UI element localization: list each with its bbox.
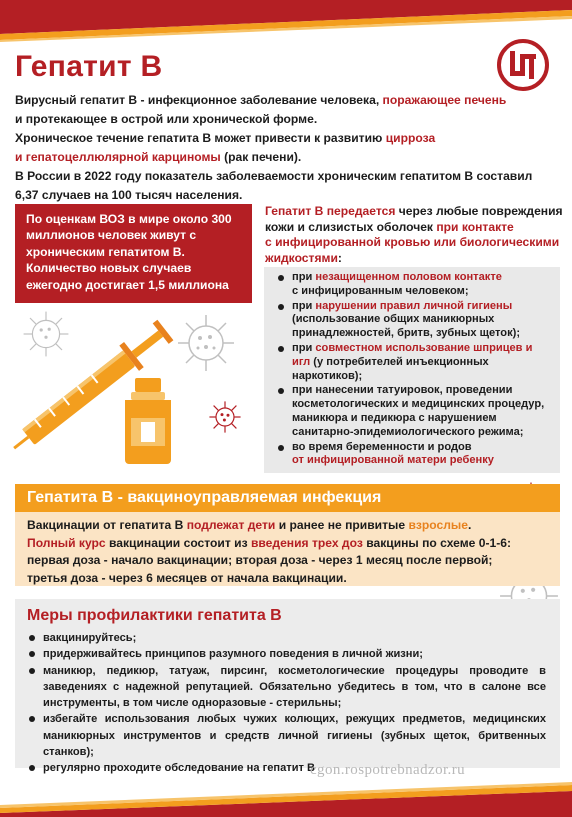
top-decorative-band: [0, 0, 572, 42]
bottom-decorative-band: [0, 771, 572, 817]
virus-icon: [22, 310, 70, 358]
list-item: при нарушении правил личной гигиены (использование общих маникюрных принадлежностей, бритв, зубных щеток);: [278, 300, 552, 341]
intro-line-4: и гепатоцеллюлярной карциномы (рак печени).: [15, 150, 302, 164]
intro-line-6: 6,37 случаев на 100 тысяч населения.: [15, 188, 243, 202]
list-item: при незащищенном половом контакте с инфицированным человеком;: [278, 271, 552, 299]
virus-icon: [176, 313, 236, 373]
vial-icon: [125, 378, 171, 464]
list-item: маникюр, педикюр, татуаж, пирсинг, косметологические процедуры проводите в заведениях с надежной репутацией. Обязательно убедитесь в том, что в салоне все инструменты, в том числе одноразовые - стерильны;: [29, 663, 546, 712]
list-item: вакцинируйтесь;: [29, 630, 546, 646]
intro-line-5: В России в 2022 году показатель заболеваемости хроническим гепатитом В составил: [15, 169, 533, 183]
website-watermark: cgon.rospotrebnadzor.ru: [310, 762, 465, 778]
vaccination-text: Вакцинации от гепатита В подлежат дети и ранее не привитые взрослые. Полный курс вакцинации состоит из введения трех доз вакцины по схеме 0-1-6: первая доза - начало вакцинации; вторая доза - через 1 месяц после первой; третья доза - через 6 месяцев от начала вакцинации.: [27, 518, 512, 585]
vaccination-heading: Гепатита В - вакциноуправляемая инфекция: [15, 484, 560, 512]
intro-line-3: Хроническое течение гепатита В может привести к развитию цирроза: [15, 131, 436, 145]
who-statistics-box: По оценкам ВОЗ в мире около 300 миллионов человек живут с хроническим гепатитом В. Количество новых случаев ежегодно достигает 1,5 миллиона: [15, 204, 252, 303]
intro-line-1: Вирусный гепатит В - инфекционное заболевание человека, поражающее печень: [15, 93, 507, 107]
page-title: Гепатит В: [15, 50, 163, 83]
virus-icon: [207, 399, 243, 435]
list-item: во время беременности и родов от инфицированной матери ребенку: [278, 441, 552, 469]
list-item: при нанесении татуировок, проведении косметологических и медицинских процедур, маникюра и педикюра с нарушением санитарно-эпидемиологического режима;: [278, 384, 552, 439]
list-item: придерживайтесь принципов разумного поведения в личной жизни;: [29, 646, 546, 662]
list-item: регулярно проходите обследование на гепатит В: [29, 760, 546, 776]
prevention-heading: Меры профилактики гепатита В: [27, 607, 282, 624]
intro-text: [15, 91, 560, 205]
transmission-routes-list: [264, 267, 560, 473]
transmission-heading: Гепатит В передается через любые повреждения кожи и слизистых оболочек при контакте с инфицированной кровью или биологическими жидкостями:: [265, 204, 563, 265]
list-item: при совместном использование шприцев и игл (у потребителей инъекционных наркотиков);: [278, 342, 552, 383]
list-item: избегайте использования любых чужих колющих, режущих предметов, медицинских маникюрных инструментов и средств личной гигиены (зубных щеток, бритвенных станков);: [29, 711, 546, 760]
vaccination-section: [15, 484, 560, 586]
intro-line-2: и протекающее в острой или хронической форме.: [15, 112, 318, 126]
rospotrebnadzor-logo-icon: [496, 38, 550, 92]
